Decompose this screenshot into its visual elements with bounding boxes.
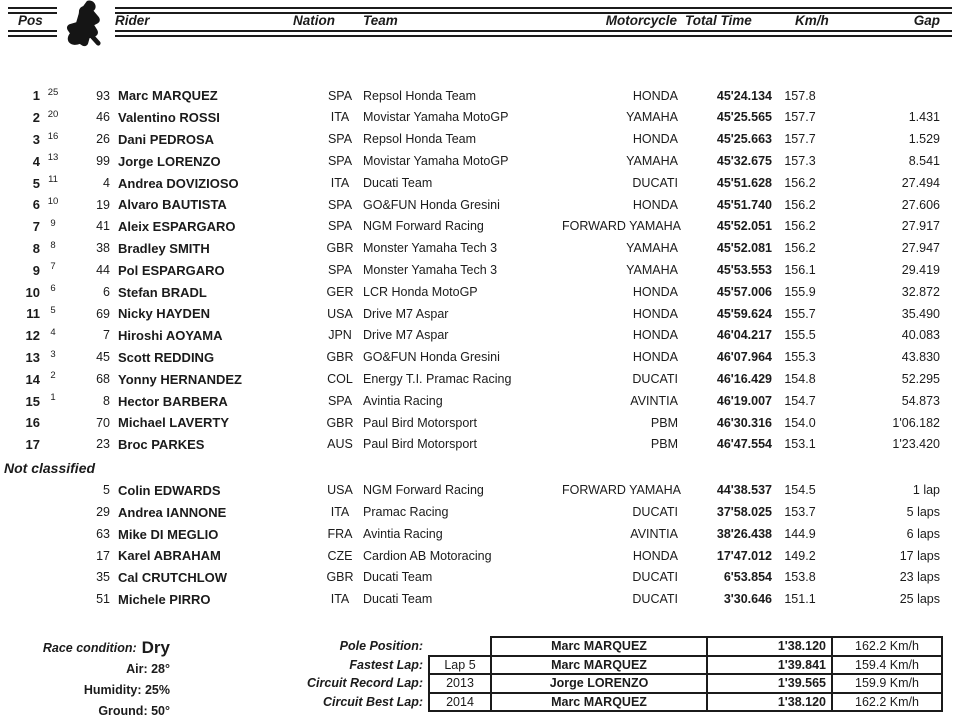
table-row xyxy=(0,150,960,172)
gap: 43.830 xyxy=(901,350,940,365)
speed-kmh: 156.2 xyxy=(784,175,816,190)
rider-name: Hiroshi AOYAMA xyxy=(118,328,223,344)
team: Avintia Racing xyxy=(363,526,443,541)
gap: 40.083 xyxy=(901,328,940,343)
speed-kmh: 144.9 xyxy=(784,526,816,541)
team: Monster Yamaha Tech 3 xyxy=(363,241,498,256)
total-time: 45'25.663 xyxy=(716,132,772,147)
team: Paul Bird Motorsport xyxy=(363,415,477,430)
record-row xyxy=(170,655,943,676)
race-number: 4 xyxy=(103,175,110,190)
column-header-gap: Gap xyxy=(913,13,940,28)
gap: 1'06.182 xyxy=(892,415,940,430)
rider-name: Nicky HAYDEN xyxy=(118,306,211,322)
nation: CZE xyxy=(327,548,353,563)
column-header-kmh: Km/h xyxy=(795,13,829,28)
motorcycle: DUCATI xyxy=(632,570,678,585)
total-time: 45'32.675 xyxy=(716,154,772,169)
position: 6 xyxy=(32,197,40,213)
speed-kmh: 156.2 xyxy=(784,219,816,234)
speed-kmh: 154.8 xyxy=(784,372,816,386)
total-time: 45'52.081 xyxy=(716,241,772,256)
race-conditions-block xyxy=(0,636,170,720)
motorcycle-rider-icon xyxy=(57,0,115,47)
position: 12 xyxy=(25,328,40,344)
race-number: 46 xyxy=(96,110,110,125)
race-number: 19 xyxy=(96,197,110,212)
nation: GBR xyxy=(326,241,354,256)
nation: ITA xyxy=(330,504,350,519)
rider-name: Marc MARQUEZ xyxy=(118,88,218,104)
speed-kmh: 153.8 xyxy=(784,570,816,585)
total-time: 45'24.134 xyxy=(716,88,772,103)
table-row xyxy=(0,480,960,502)
team: Movistar Yamaha MotoGP xyxy=(363,110,509,125)
points: 10 xyxy=(47,195,59,207)
nation: AUS xyxy=(327,437,353,452)
table-row xyxy=(0,194,960,216)
position: 8 xyxy=(32,240,40,256)
nation: GBR xyxy=(326,415,354,430)
gap: 32.872 xyxy=(901,284,940,299)
points xyxy=(40,434,66,437)
speed-kmh: 156.2 xyxy=(784,197,816,212)
race-number: 26 xyxy=(96,132,110,147)
speed-kmh: 155.5 xyxy=(784,328,816,343)
record-label: Circuit Best Lap: xyxy=(322,694,423,709)
points: 6 xyxy=(50,283,56,295)
motorcycle: HONDA xyxy=(632,284,678,299)
total-time: 45'57.006 xyxy=(716,284,772,299)
race-number: 51 xyxy=(96,592,110,607)
race-number: 41 xyxy=(96,219,110,234)
table-row xyxy=(0,390,960,412)
motorcycle: HONDA xyxy=(632,88,678,103)
ground-temperature xyxy=(0,701,170,720)
position: 7 xyxy=(32,219,40,235)
total-time: 46'07.964 xyxy=(716,350,772,365)
nation: SPA xyxy=(327,197,353,212)
ground-label: Ground: xyxy=(98,703,148,718)
rider-name: Hector BARBERA xyxy=(118,393,228,409)
motorcycle: PBM xyxy=(650,415,678,430)
team: Ducati Team xyxy=(363,570,433,585)
rider-name: Pol ESPARGARO xyxy=(118,262,225,278)
motorcycle: FORWARD YAMAHA xyxy=(562,483,681,498)
speed-kmh: 157.7 xyxy=(784,132,816,147)
record-speed: 159.9 Km/h xyxy=(831,673,943,694)
column-header-nation: Nation xyxy=(293,13,335,28)
rider-name: Jorge LORENZO xyxy=(118,153,221,169)
speed-kmh: 154.5 xyxy=(784,483,816,498)
record-rider: Marc MARQUEZ xyxy=(490,692,708,713)
record-speed: 162.2 Km/h xyxy=(831,636,943,657)
rider-name: Valentino ROSSI xyxy=(118,110,220,126)
speed-kmh: 155.7 xyxy=(784,306,816,321)
rider-name: Andrea IANNONE xyxy=(118,504,227,520)
rider-name: Michele PIRRO xyxy=(118,591,211,607)
points: 8 xyxy=(50,239,56,251)
speed-kmh: 157.8 xyxy=(784,88,816,103)
results-header xyxy=(0,0,960,47)
points xyxy=(40,480,66,483)
nation: USA xyxy=(327,306,353,321)
speed-kmh: 154.7 xyxy=(784,393,816,408)
record-rider: Marc MARQUEZ xyxy=(490,655,708,676)
team: Paul Bird Motorsport xyxy=(363,437,477,452)
gap: 5 laps xyxy=(906,504,940,519)
total-time: 45'51.628 xyxy=(716,175,772,190)
speed-kmh: 156.1 xyxy=(784,263,816,278)
table-row xyxy=(0,523,960,545)
gap: 1 lap xyxy=(912,483,940,498)
column-header-motorcycle: Motorcycle xyxy=(605,13,677,28)
team: Energy T.I. Pramac Racing xyxy=(363,372,512,386)
position: 17 xyxy=(25,437,40,453)
record-row xyxy=(170,673,943,694)
table-row xyxy=(0,501,960,523)
rider-name: Cal CRUTCHLOW xyxy=(118,570,228,586)
nation: ITA xyxy=(330,592,350,607)
rider-name: Yonny HERNANDEZ xyxy=(118,371,242,387)
race-number: 93 xyxy=(96,88,110,103)
points xyxy=(40,501,66,504)
rider-name: Michael LAVERTY xyxy=(118,415,230,431)
race-number: 63 xyxy=(96,526,110,541)
record-row xyxy=(170,692,943,713)
race-number: 45 xyxy=(96,350,110,365)
motorcycle: PBM xyxy=(650,437,678,452)
air-label: Air: xyxy=(126,662,148,676)
footer-section xyxy=(0,636,960,720)
column-header-rider: Rider xyxy=(115,13,150,28)
rider-name: Scott REDDING xyxy=(118,349,215,365)
team: Drive M7 Aspar xyxy=(363,306,449,321)
record-rider: Marc MARQUEZ xyxy=(490,636,708,657)
lap-records-table xyxy=(170,636,943,712)
total-time: 44'38.537 xyxy=(716,483,772,498)
table-row xyxy=(0,434,960,456)
team: Monster Yamaha Tech 3 xyxy=(363,263,498,278)
total-time: 45'59.624 xyxy=(716,306,772,321)
speed-kmh: 153.7 xyxy=(784,504,816,519)
air-temperature xyxy=(0,659,170,680)
rider-name: Bradley SMITH xyxy=(118,240,210,256)
motorcycle: YAMAHA xyxy=(626,263,678,278)
gap: 17 laps xyxy=(899,548,940,563)
record-label: Pole Position: xyxy=(339,639,423,653)
gap: 25 laps xyxy=(899,592,940,607)
gap: 27.494 xyxy=(901,175,940,190)
table-row xyxy=(0,85,960,107)
speed-kmh: 149.2 xyxy=(784,548,816,563)
race-number: 99 xyxy=(96,154,110,169)
motorcycle: HONDA xyxy=(632,548,678,563)
total-time: 17'47.012 xyxy=(716,548,772,563)
total-time: 38'26.438 xyxy=(716,526,772,541)
position: 15 xyxy=(25,393,40,409)
gap: 27.947 xyxy=(901,241,940,256)
race-number: 38 xyxy=(96,241,110,256)
total-time: 45'53.553 xyxy=(716,263,772,278)
table-row xyxy=(0,107,960,129)
race-number: 68 xyxy=(96,372,110,386)
team: Drive M7 Aspar xyxy=(363,328,449,343)
total-time: 45'52.051 xyxy=(716,219,772,234)
table-row xyxy=(0,589,960,611)
nation: SPA xyxy=(327,393,353,408)
gap: 23 laps xyxy=(899,570,940,585)
motorcycle: YAMAHA xyxy=(626,241,678,256)
position: 13 xyxy=(25,349,40,365)
table-row xyxy=(0,567,960,589)
motorcycle: HONDA xyxy=(632,197,678,212)
nation: GBR xyxy=(326,350,354,365)
ground-value: 50° xyxy=(151,703,170,718)
nation: GER xyxy=(326,284,354,299)
nation: SPA xyxy=(327,263,353,278)
race-number: 29 xyxy=(96,504,110,519)
position: 10 xyxy=(25,284,40,300)
nation: SPA xyxy=(327,132,353,147)
gap: 1.431 xyxy=(908,110,940,125)
record-time: 1'39.841 xyxy=(706,655,833,676)
race-number: 35 xyxy=(96,570,110,585)
total-time: 45'51.740 xyxy=(716,197,772,212)
motorcycle: AVINTIA xyxy=(630,526,678,541)
motorcycle: YAMAHA xyxy=(626,110,678,125)
record-label: Circuit Record Lap: xyxy=(307,676,423,690)
rider-name: Aleix ESPARGARO xyxy=(118,219,236,235)
speed-kmh: 154.0 xyxy=(784,415,816,430)
position: 3 xyxy=(32,131,40,147)
humidity-label: Humidity: xyxy=(83,682,142,697)
team: Repsol Honda Team xyxy=(363,132,477,147)
team: Ducati Team xyxy=(363,592,433,607)
rider-name: Karel ABRAHAM xyxy=(118,548,221,564)
column-header-team: Team xyxy=(363,13,398,28)
humidity-value: 25% xyxy=(144,682,170,697)
points: 7 xyxy=(50,261,56,273)
position: 16 xyxy=(25,415,40,431)
total-time: 46'30.316 xyxy=(716,415,772,430)
results-table xyxy=(0,85,960,610)
nation: ITA xyxy=(330,110,350,125)
race-condition-label: Race condition: xyxy=(42,640,137,655)
nation: USA xyxy=(327,483,353,498)
speed-kmh: 157.7 xyxy=(784,110,816,125)
position: 9 xyxy=(32,262,40,278)
rider-name: Stefan BRADL xyxy=(118,284,207,300)
race-condition-value: Dry xyxy=(141,637,170,657)
motorcycle: DUCATI xyxy=(632,504,678,519)
motorcycle: HONDA xyxy=(632,328,678,343)
points: 16 xyxy=(47,130,59,142)
record-lap-or-year: Lap 5 xyxy=(428,655,492,676)
team: Cardion AB Motoracing xyxy=(363,548,492,563)
record-label: Fastest Lap: xyxy=(349,657,423,672)
total-time: 46'47.554 xyxy=(716,437,772,452)
gap: 35.490 xyxy=(901,306,940,321)
rider-name: Colin EDWARDS xyxy=(118,482,221,498)
column-header-pos: Pos xyxy=(18,13,43,28)
race-condition-line xyxy=(0,636,170,659)
gap: 1.529 xyxy=(908,132,940,147)
points xyxy=(40,523,66,526)
table-row xyxy=(0,129,960,151)
position: 5 xyxy=(32,175,40,191)
rider-name: Dani PEDROSA xyxy=(118,131,215,147)
table-row xyxy=(0,281,960,303)
nation: GBR xyxy=(326,570,354,585)
gap: 8.541 xyxy=(908,154,940,169)
table-row xyxy=(0,238,960,260)
race-number: 69 xyxy=(96,306,110,321)
points: 25 xyxy=(47,87,59,98)
gap: 27.606 xyxy=(901,197,940,212)
points: 2 xyxy=(50,370,56,382)
nation: FRA xyxy=(327,526,353,541)
total-time: 45'25.565 xyxy=(716,110,772,125)
race-number: 70 xyxy=(96,415,110,430)
position: 14 xyxy=(25,371,40,387)
table-row xyxy=(0,303,960,325)
team: GO&FUN Honda Gresini xyxy=(363,197,500,212)
not-classified-heading: Not classified xyxy=(4,459,96,476)
points xyxy=(40,567,66,570)
gap: 29.419 xyxy=(901,263,940,278)
points: 20 xyxy=(47,108,59,120)
race-number: 17 xyxy=(96,548,110,563)
humidity xyxy=(0,680,170,701)
race-number: 44 xyxy=(96,263,110,278)
table-row xyxy=(0,325,960,347)
air-value: 28° xyxy=(151,662,170,676)
motorcycle: HONDA xyxy=(632,306,678,321)
table-row xyxy=(0,172,960,194)
record-lap-or-year: 2013 xyxy=(428,673,492,694)
total-time: 3'30.646 xyxy=(723,592,772,607)
team: GO&FUN Honda Gresini xyxy=(363,350,500,365)
rider-name: Alvaro BAUTISTA xyxy=(118,197,227,213)
motorcycle: HONDA xyxy=(632,350,678,365)
motorcycle: HONDA xyxy=(632,132,678,147)
total-time: 46'16.429 xyxy=(716,372,772,386)
gap: 27.917 xyxy=(901,219,940,234)
rider-name: Andrea DOVIZIOSO xyxy=(118,175,239,191)
speed-kmh: 151.1 xyxy=(784,592,816,607)
speed-kmh: 155.9 xyxy=(784,284,816,299)
points: 13 xyxy=(47,152,59,164)
motorcycle: AVINTIA xyxy=(630,393,678,408)
table-row xyxy=(0,216,960,238)
points xyxy=(40,545,66,548)
speed-kmh: 156.2 xyxy=(784,241,816,256)
position: 11 xyxy=(26,306,40,322)
points: 4 xyxy=(50,326,56,338)
not-classified-rows xyxy=(0,480,960,611)
race-number: 8 xyxy=(103,393,110,408)
total-time: 46'04.217 xyxy=(716,328,772,343)
team: Avintia Racing xyxy=(363,393,443,408)
race-number: 5 xyxy=(103,483,110,498)
table-row xyxy=(0,259,960,281)
table-row xyxy=(0,347,960,369)
position: 1 xyxy=(32,88,40,104)
total-time: 46'19.007 xyxy=(716,393,772,408)
position: 4 xyxy=(32,153,40,169)
points: 11 xyxy=(48,174,58,186)
nation: COL xyxy=(327,372,353,386)
speed-kmh: 153.1 xyxy=(784,437,816,452)
points xyxy=(40,589,66,592)
motorcycle: DUCATI xyxy=(632,175,678,190)
rider-name: Broc PARKES xyxy=(118,437,205,453)
team: NGM Forward Racing xyxy=(363,219,484,234)
team: LCR Honda MotoGP xyxy=(363,284,478,299)
table-row xyxy=(0,412,960,434)
record-lap-or-year: 2014 xyxy=(428,692,492,713)
record-row xyxy=(170,636,943,657)
speed-kmh: 157.3 xyxy=(784,154,816,169)
motorcycle: DUCATI xyxy=(632,372,678,386)
team: Repsol Honda Team xyxy=(363,88,477,103)
record-time: 1'39.565 xyxy=(706,673,833,694)
race-number: 7 xyxy=(103,328,110,343)
team: Movistar Yamaha MotoGP xyxy=(363,154,509,169)
motorcycle: FORWARD YAMAHA xyxy=(562,219,681,234)
speed-kmh: 155.3 xyxy=(784,350,816,365)
points: 1 xyxy=(50,392,56,404)
nation: ITA xyxy=(330,175,350,190)
team: Ducati Team xyxy=(363,175,433,190)
points: 3 xyxy=(50,348,56,360)
record-time: 1'38.120 xyxy=(706,636,833,657)
table-row xyxy=(0,545,960,567)
gap: 52.295 xyxy=(901,372,940,386)
position: 2 xyxy=(32,110,40,126)
race-number: 6 xyxy=(103,284,110,299)
nation: SPA xyxy=(327,88,353,103)
rider-name: Mike DI MEGLIO xyxy=(118,526,219,542)
record-time: 1'38.120 xyxy=(706,692,833,713)
team: Pramac Racing xyxy=(363,504,449,519)
nation: SPA xyxy=(327,219,353,234)
gap: 6 laps xyxy=(906,526,940,541)
race-number: 23 xyxy=(96,437,110,452)
record-speed: 159.4 Km/h xyxy=(831,655,943,676)
team: NGM Forward Racing xyxy=(363,483,484,498)
classified-rows xyxy=(0,85,960,456)
total-time: 37'58.025 xyxy=(716,504,772,519)
column-header-total-time: Total Time xyxy=(685,13,752,28)
gap: 1'23.420 xyxy=(892,437,940,452)
record-rider: Jorge LORENZO xyxy=(490,673,708,694)
header-bottom-rule xyxy=(8,30,952,37)
gap: 54.873 xyxy=(901,393,940,408)
points: 5 xyxy=(50,304,56,316)
motorcycle: DUCATI xyxy=(632,592,678,607)
record-speed: 162.2 Km/h xyxy=(831,692,943,713)
nation: SPA xyxy=(327,154,353,169)
points xyxy=(40,412,66,415)
points: 9 xyxy=(50,217,56,229)
total-time: 6'53.854 xyxy=(723,570,772,585)
nation: JPN xyxy=(328,328,352,343)
table-row xyxy=(0,368,960,390)
motorcycle: YAMAHA xyxy=(626,154,678,169)
